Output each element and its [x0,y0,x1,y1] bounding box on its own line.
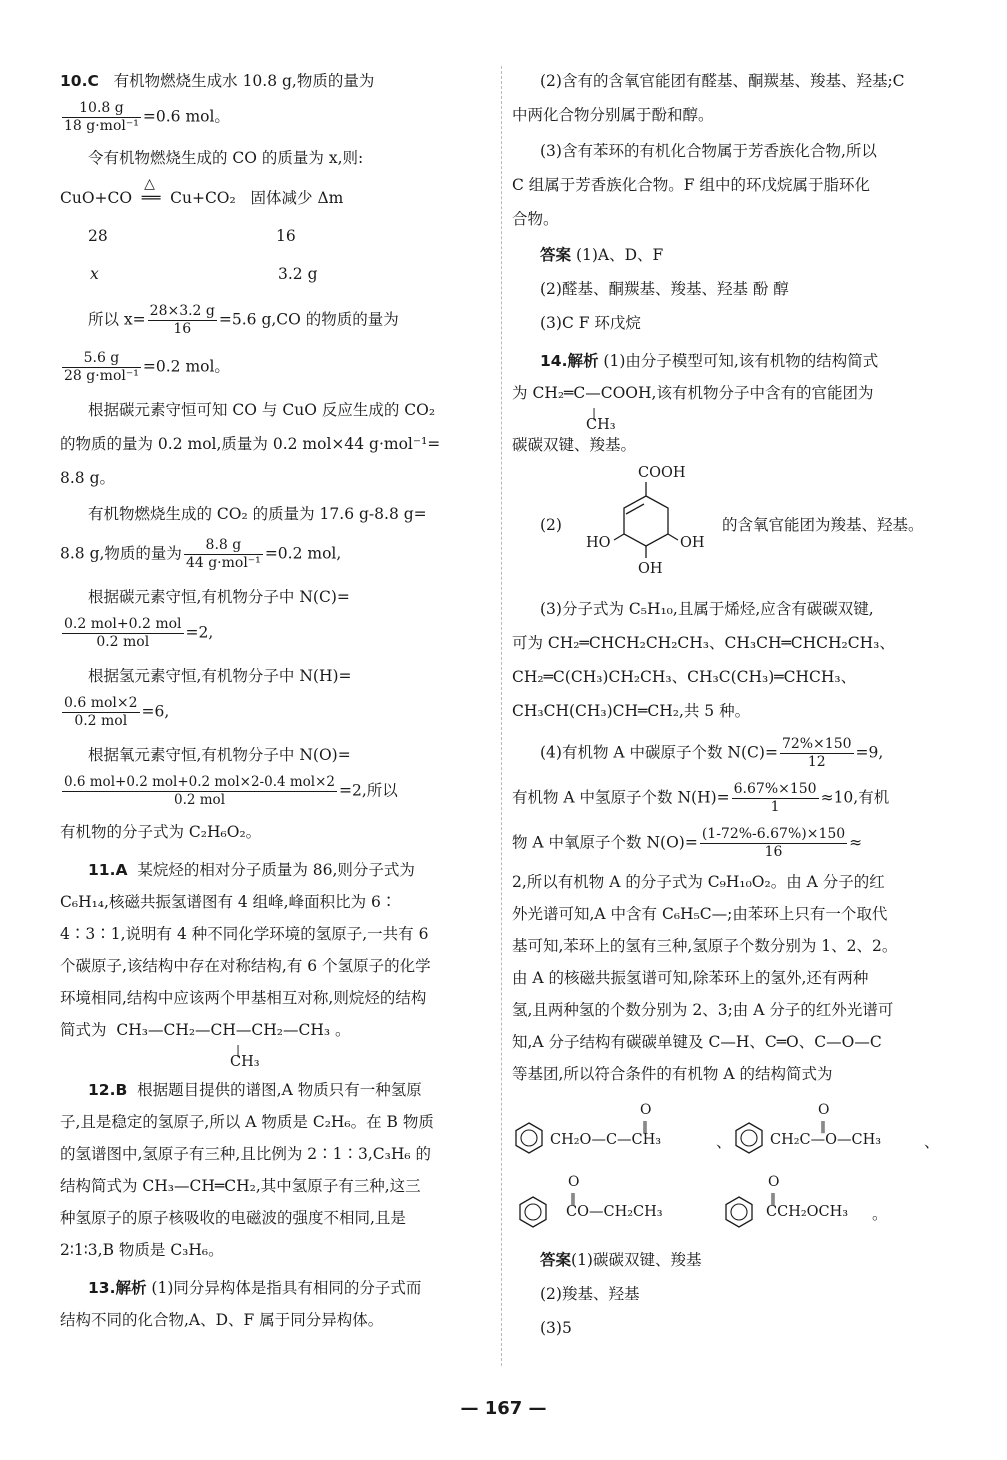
r-line3: (3)含有苯环的有机化合物属于芳香族化合物,所以 [540,142,877,160]
q14-4-line2: 有机物 A 中氢原子个数 N(H)= $\frac{6.67\%\times 150}{1}$ ≈10,有机 [512,781,890,815]
benzene-ring-icon [516,1195,550,1229]
q14-line2: 为 CH₂═C—COOH,该有机物分子中含有的官能团为 | CH₃ [512,382,944,430]
branch-methyl: CH₃ [230,1054,260,1070]
q14-4-line6: 基可知,苯环上的氢有三种,氢原子个数分别为 1、2、2。 [512,937,898,955]
q11-line2: C₆H₁₄,核磁共振氢谱图有 4 组峰,峰面积比为 6∶ [60,893,397,911]
r-line4: C 组属于芳香族化合物。F 组中的环戊烷属于脂环化 [512,176,870,194]
branch-methyl: CH₃ [586,417,616,433]
q14-4-line7: 由 A 的核磁共振氢谱可知,除苯环上的氢外,还有两种 [512,969,869,987]
q14-3-line4: CH₃CH(CH₃)CH═CH₂,共 5 种。 [512,702,751,720]
ho-label: HO [586,535,611,551]
page-number: — 167 — [460,1398,547,1419]
q12-line6: 2∶1∶3,B 物质是 C₃H₆。 [60,1241,224,1259]
q10-carbon3: 8.8 g。 [60,469,115,487]
q10-line-x: 所以 x= $\frac{28\times 3.2 g}{16}$ =5.6 g,CO 的物质的量为 [88,303,399,337]
q12-line2: 子,且是稳定的氢原子,所以 A 物质是 C₂H₆。在 B 物质 [60,1113,434,1131]
answer-14-2: (2)羧基、羟基 [540,1285,640,1303]
q10-line1: 10.C 有机物燃烧生成水 10.8 g,物质的量为 [60,72,375,90]
q10-carbon1: 根据碳元素守恒可知 CO 与 CuO 反应生成的 CO₂ [88,401,436,419]
q10-nc-2: $\frac{\text{0.2 mol+0.2 mol}}{\text{0.2 mol}}$ =2, [64,616,214,650]
carbonyl-o-4: O [768,1174,780,1190]
q12-line1: 12.B 根据题目提供的谱图,A 物质只有一种氢原 [88,1081,422,1099]
fraction: $\frac{10.8 g}{\text{18 g·mol⁻¹}}$ [64,100,139,134]
right-column [512,62,944,1339]
branch-bond: | [592,406,597,420]
reaction-equation: CuO+CO △ ══ Cu+CO₂ 固体减少 Δm [60,187,492,209]
q14-part2: (2) COOH HO OH OH 的含氧官能团为羧基、羟基。 [512,462,944,588]
left-column [60,62,492,1331]
ratio-row2: x 3.2 g [90,265,318,283]
r-line2: 中两化合物分别属于酚和醇。 [512,106,714,124]
q14-4-line9: 知,A 分子结构有碳碳单键及 C—H、C═O、C—O—C [512,1033,882,1051]
q10-line2: $\frac{10.8 g}{\text{18 g·mol⁻¹}}$ =0.6 mol。 [64,100,230,134]
q14-3-line1: (3)分子式为 C₅H₁₀,且属于烯烃,应含有碳碳双键, [540,600,874,618]
answer-13-2: (2)醛基、酮羰基、羧基、羟基 酚 醇 [540,280,789,298]
benzene-ring-icon [722,1195,756,1229]
q12-line5: 种氢原子的原子核吸收的电磁波的强度不相同,且是 [60,1209,406,1227]
r-line5: 合物。 [512,210,559,228]
q10-no-1: 根据氧元素守恒,有机物分子中 N(O)= [88,746,351,764]
answer-14-1: 答案(1)碳碳双键、羧基 [540,1251,702,1269]
ratio-row1: 28 16 [88,227,296,245]
q13-line1: 13.解析 (1)同分异构体是指具有相同的分子式而 [88,1279,422,1297]
carbonyl-o-3: O [568,1174,580,1190]
heat-symbol: △ [144,176,155,192]
q11-structure: 简式为 CH₃—CH₂—CH—CH₂—CH₃ 。 | CH₃ [60,1019,492,1065]
answer-14-3: (3)5 [540,1319,572,1337]
ester-2: CH₂C—O—CH₃ [770,1132,882,1148]
q10-line3: 令有机物燃烧生成的 CO 的质量为 x,则: [88,149,364,167]
ester-3: CO—CH₂CH₃ [566,1204,663,1220]
carbonyl-o-1: O [640,1102,652,1118]
q10-carbon2: 的物质的量为 0.2 mol,质量为 0.2 mol×44 g·mol⁻¹= [60,435,441,453]
q14-4-line8: 氢,且两种氢的个数分别为 2、3;由 A 分子的红外光谱可 [512,1001,894,1019]
benzene-ring-icon [512,1121,546,1155]
q14-line1: 14.解析 (1)由分子模型可知,该有机物的结构简式 [540,352,879,370]
carbonyl-bond-3: ‖ [570,1191,576,1205]
q12-line4: 结构简式为 CH₃—CH═CH₂,其中氢原子有三种,这三 [60,1177,421,1195]
q14-3-line3: CH₂═C(CH₃)CH₂CH₃、CH₃C(CH₃)═CHCH₃、 [512,668,857,686]
q14-3-line2: 可为 CH₂═CHCH₂CH₂CH₃、CH₃CH═CHCH₂CH₃、 [512,634,895,652]
carbonyl-bond-4: ‖ [770,1191,776,1205]
column-divider [501,66,502,1366]
answer-13-1: 答案 (1)A、D、F [540,246,664,264]
oh-label-right: OH [680,535,705,551]
q10-nh-1: 根据氢元素守恒,有机物分子中 N(H)= [88,667,352,685]
ester-structures-row1: CH₂O—C—CH₃ O ‖ 、 CH₂C—O—CH₃ O ‖ 、 [512,1099,944,1163]
ester-1: CH₂O—C—CH₃ [550,1132,662,1148]
benzene-ring-icon [732,1121,766,1155]
q10-no-2: $\frac{\text{0.6 mol+0.2 mol+0.2 mol×2-0.4 mol×2}}{\text{0.2 mol}}$ =2,所以 [64,774,398,808]
q10-formula: 有机物的分子式为 C₂H₆O₂。 [60,823,262,841]
carbonyl-o-2: O [818,1102,830,1118]
carbonyl-bond-2: ‖ [820,1119,826,1133]
q10-co2-1: 有机物燃烧生成的 CO₂ 的质量为 17.6 g-8.8 g= [88,505,427,523]
carbonyl-bond-1: ‖ [642,1119,648,1133]
q14-4-line4: 2,所以有机物 A 的分子式为 C₉H₁₀O₂。由 A 分子的红 [512,873,885,891]
q11-line5: 环境相同,结构中应该两个甲基相互对称,则烷烃的结构 [60,989,427,1007]
ester-structures-row2: CO—CH₂CH₃ O ‖ CCH₂OCH₃ O ‖ 。 [512,1171,944,1235]
branch-bond: | [236,1043,241,1057]
q14-4-line5: 外光谱可知,A 中含有 C₆H₅C—;由苯环上只有一个取代 [512,905,888,923]
q10-nh-2: $\frac{\text{0.6 mol×2}}{\text{0.2 mol}}$ =6, [64,695,170,729]
q14-line3: 碳碳双键、羧基。 [512,436,637,454]
cooh-label: COOH [638,465,686,481]
ester-4: CCH₂OCH₃ [766,1204,849,1220]
q14-4-line10: 等基团,所以符合条件的有机物 A 的结构简式为 [512,1065,833,1083]
oh-label-bottom: OH [638,561,663,577]
q10-line-co: $\frac{5.6 g}{\text{28 g·mol⁻¹}}$ =0.2 mol。 [64,350,230,384]
q11-line4: 个碳原子,该结构中存在对称结构,有 6 个氢原子的化学 [60,957,431,975]
q14-4-line1: (4)有机物 A 中碳原子个数 N(C)= $\frac{72\%\times 150}{12}$ =9, [540,736,884,770]
q11-line3: 4∶3∶1,说明有 4 种不同化学环境的氢原子,一共有 6 [60,925,429,943]
answer-13-3: (3)C F 环戊烷 [540,314,641,332]
q11-line1: 11.A 某烷烃的相对分子质量为 86,则分子式为 [88,861,415,879]
q13-line2: 结构不同的化合物,A、D、F 属于同分异构体。 [60,1311,384,1329]
q12-line3: 的氢谱图中,氢原子有三种,且比例为 2∶1∶3,C₃H₆ 的 [60,1145,432,1163]
q10-nc-1: 根据碳元素守恒,有机物分子中 N(C)= [88,588,350,606]
q10-co2-2: 8.8 g,物质的量为 $\frac{8.8 g}{\text{44 g·mol⁻¹}}$ =0.2 mol, [60,537,342,571]
q14-4-line3: 物 A 中氧原子个数 N(O)= $\frac{(1-72\%-6.67\%)\times 150}{16}$ ≈ [512,826,863,860]
r-line1: (2)含有的含氧官能团有醛基、酮羰基、羧基、羟基;C [540,72,905,90]
